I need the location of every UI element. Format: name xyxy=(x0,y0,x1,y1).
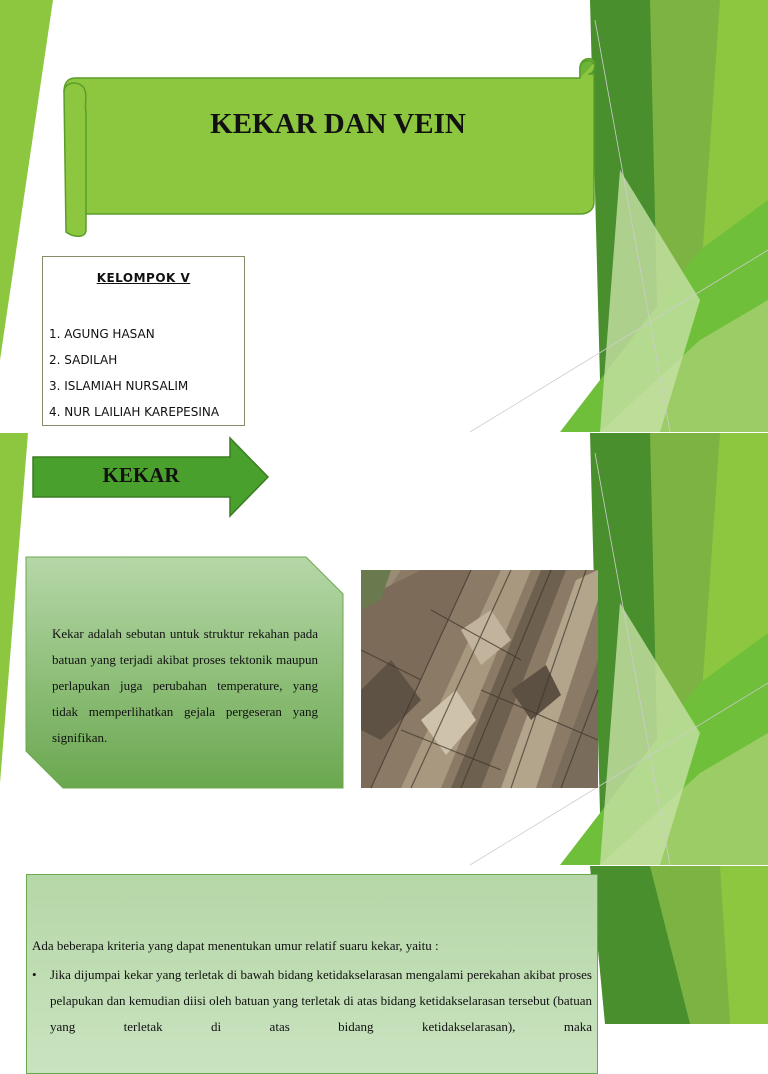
member-item: 1. AGUNG HASAN xyxy=(49,327,155,341)
slide-kekar xyxy=(0,433,768,865)
member-item: 3. ISLAMIAH NURSALIM xyxy=(49,379,189,393)
kekar-heading: KEKAR xyxy=(102,463,180,487)
criteria-bullet-text: Jika dijumpai kekar yang terletak di bawah bidang ketidakselarasan mengalami perekahan akibat proses pelapukan dan kemudian diisi oleh batuan yang terletak di atas bidang ketidakselarasan tersebut (batuan yang terletak di atas bidang ketidakselarasan), maka xyxy=(50,967,592,1034)
criteria-intro: Ada beberapa kriteria yang dapat menentukan umur relatif suaru kekar, yaitu : xyxy=(32,938,439,953)
slide-title xyxy=(0,0,768,432)
title-scroll-banner xyxy=(60,52,600,238)
member-item: 2. SADILAH xyxy=(49,353,118,367)
bullet-mark: • xyxy=(32,967,37,982)
member-item: 4. NUR LAILIAH KAREPESINA xyxy=(49,405,220,419)
criteria-bullet xyxy=(32,962,592,1040)
slide-criteria xyxy=(0,866,768,1034)
group-heading: KELOMPOK V xyxy=(96,271,191,285)
group-members-box xyxy=(42,256,245,426)
kekar-definition: Kekar adalah sebutan untuk struktur rekahan pada batuan yang terjadi akibat proses tektonik maupun perlapukan juga perubahan temperature, yang tidak memperlihatkan gejala pergeseran yang signifikan. xyxy=(52,626,318,745)
rock-joints-photo xyxy=(361,570,598,788)
member-list xyxy=(49,321,219,425)
page-title: KEKAR DAN VEIN xyxy=(210,108,466,140)
